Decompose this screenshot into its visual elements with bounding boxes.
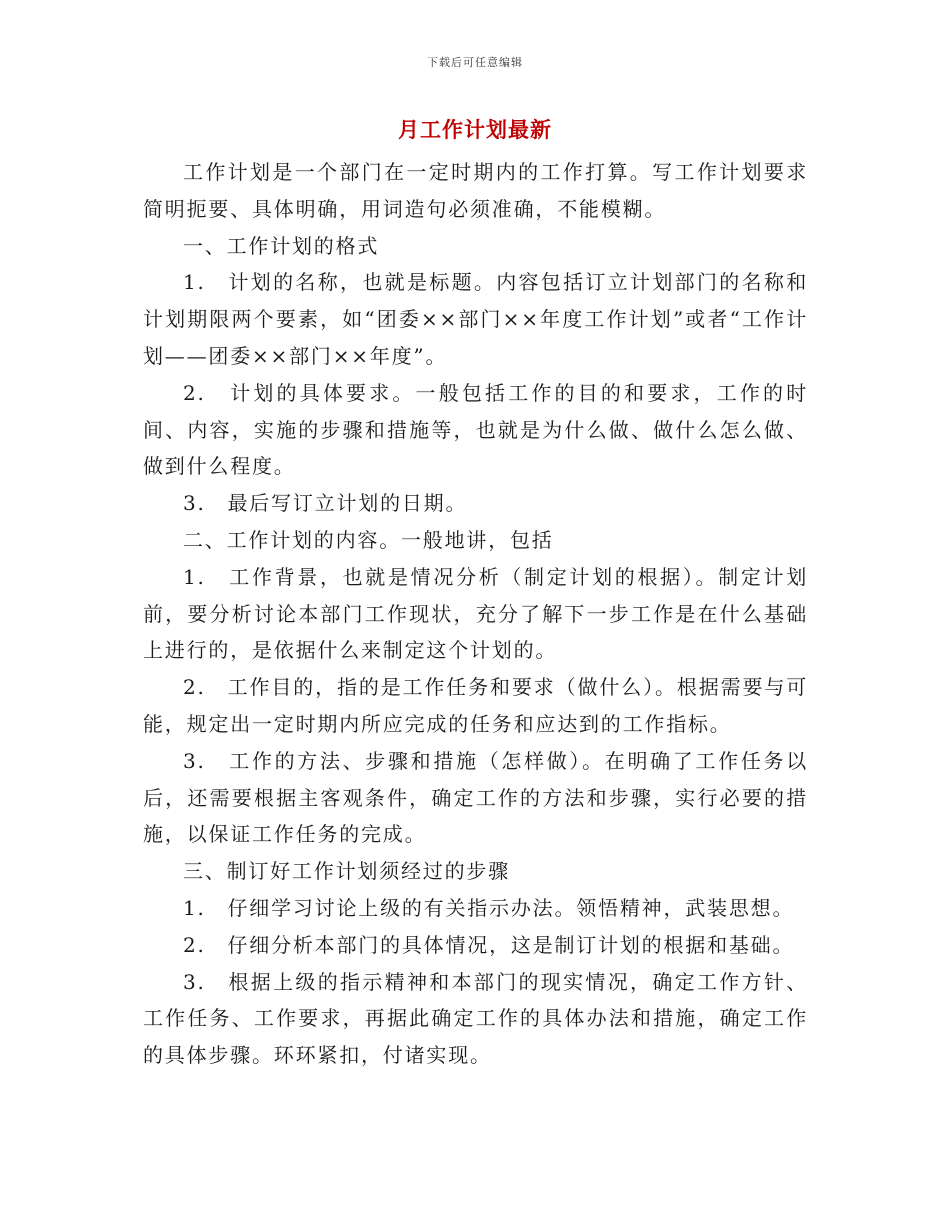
- section-heading-2: 二、工作计划的内容。一般地讲，包括: [183, 527, 554, 552]
- paragraph-3-3: 3. 根据上级的指示精神和本部门的现实情况，确定工作方针、工作任务、工作要求，再据此确定工作的具体办法和措施，确定工作的具体步骤。环环紧扣，付诸实现。: [143, 969, 808, 1068]
- section-heading-3: 三、制订好工作计划须经过的步骤: [183, 859, 510, 884]
- paragraph-1-3: 3. 最后写订立计划的日期。: [183, 491, 468, 516]
- paragraph-3-1: 1. 仔细学习讨论上级的有关指示办法。领悟精神，武装思想。: [183, 895, 795, 920]
- paragraph-1-2: 2. 计划的具体要求。一般包括工作的目的和要求，工作的时间、内容，实施的步骤和措施等，也就是为什么做、做什么怎么做、做到什么程度。: [143, 380, 808, 479]
- document-title: 月工作计划最新: [398, 118, 552, 142]
- paragraph-2-3: 3. 工作的方法、步骤和措施（怎样做）。在明确了工作任务以后，还需要根据主客观条件，确定工作的方法和步骤，实行必要的措施，以保证工作任务的完成。: [143, 748, 808, 847]
- paragraph-1-1: 1. 计划的名称，也就是标题。内容包括订立计划部门的名称和计划期限两个要素，如“团委××部门××年度工作计划”或者“工作计划——团委××部门××年度”。: [143, 270, 808, 368]
- paragraph-2-1: 1. 工作背景，也就是情况分析（制定计划的根据）。制定计划前，要分析讨论本部门工作现状，充分了解下一步工作是在什么基础上进行的，是依据什么来制定这个计划的。: [143, 564, 808, 663]
- section-heading-1: 一、工作计划的格式: [183, 233, 380, 258]
- document-body: [143, 154, 808, 1074]
- paragraph-intro: 工作计划是一个部门在一定时期内的工作打算。写工作计划要求简明扼要、具体明确，用词造句必须准确，不能模糊。: [143, 160, 808, 221]
- header-note: 下载后可任意编辑: [427, 56, 523, 69]
- paragraph-2-2: 2. 工作目的，指的是工作任务和要求（做什么）。根据需要与可能，规定出一定时期内所应完成的任务和应达到的工作指标。: [143, 675, 808, 736]
- paragraph-3-2: 2. 仔细分析本部门的具体情况，这是制订计划的根据和基础。: [183, 932, 795, 957]
